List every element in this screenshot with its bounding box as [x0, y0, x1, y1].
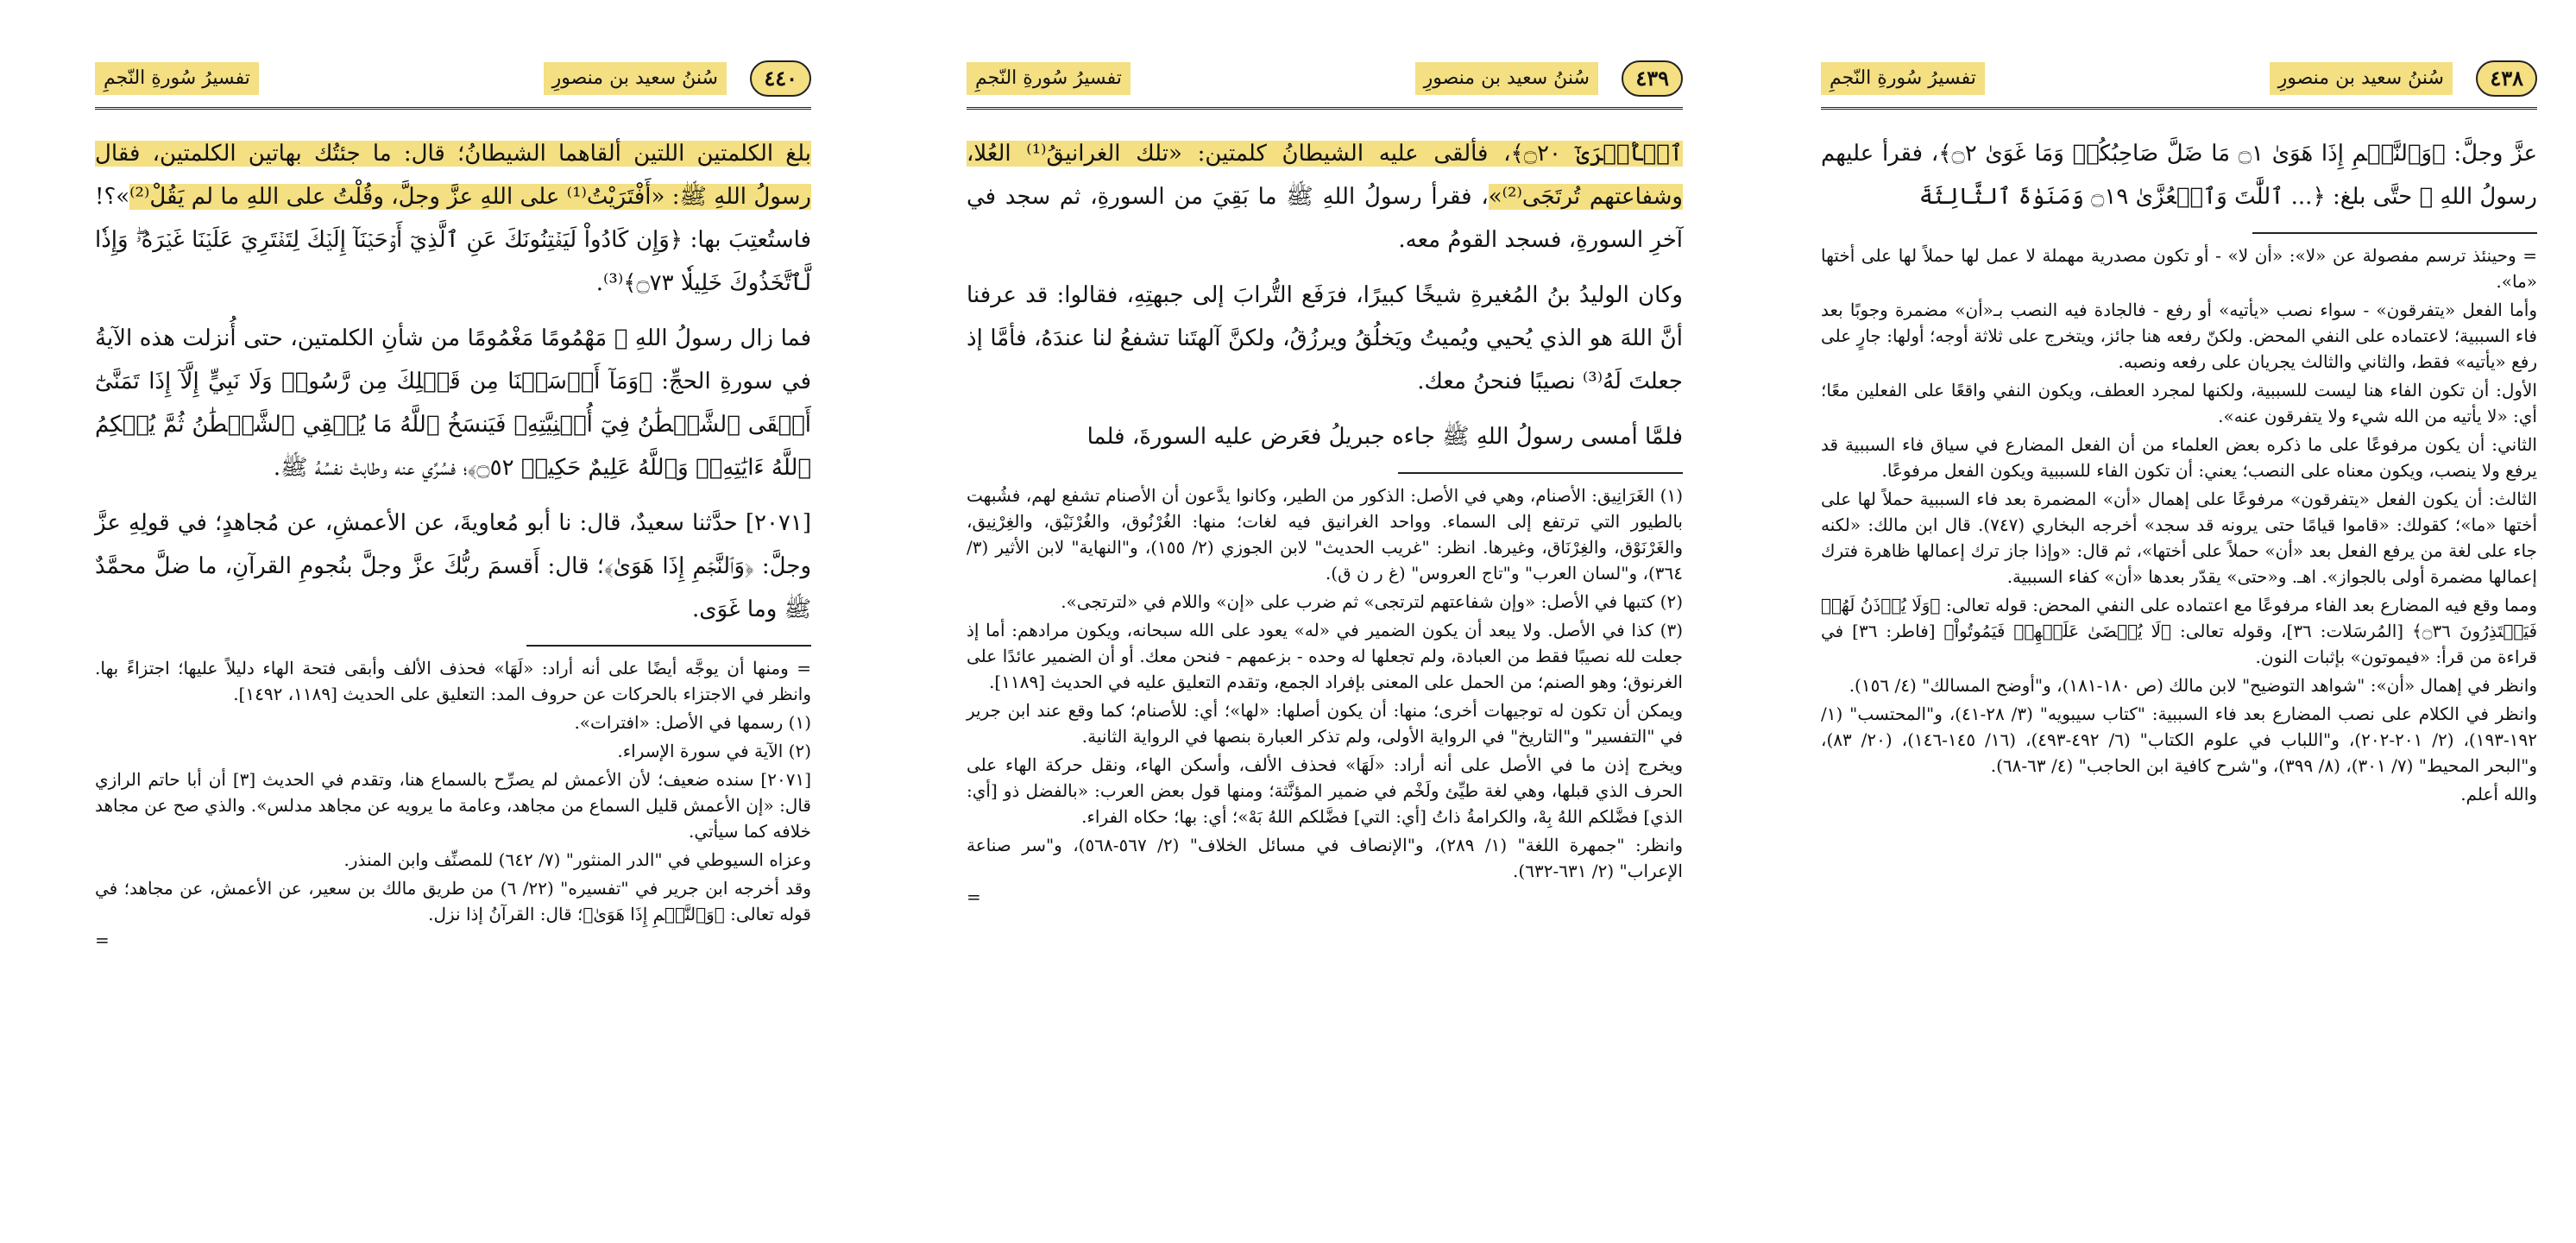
book-title: سُننُ سعيد بن منصورِ	[544, 62, 727, 95]
page-438	[1821, 54, 2537, 1193]
page-number: ٤٣٩	[1622, 60, 1683, 97]
footnote: (١) رسمها في الأصل: «افترات».	[574, 712, 811, 733]
main-text-run: »؟! فاستُعتِبَ بها: ﴿وَإِن كَادُواْ لَيَفۡتِنُونَكَ عَنِ ٱلَّذِيٓ أَوۡحَيۡنَآ إِلَيۡكَ لِتَفۡتَرِيَ عَلَيۡنَا غَيۡرَهُۥۖ وَإِذٗا لَّٱتَّخَذُوكَ خَلِيلٗا ۝٧٣﴾⁽³⁾.	[95, 184, 811, 296]
main-paragraph: [٢٠٧١] حدَّثنا سعيدٌ، قال: نا أبو مُعاويةَ، عن الأعمشِ، عن مُجاهدٍ؛ في قولِهِ عزَّ وجلَّ: ﴿وَٱلنَّجۡمِ إِذَا هَوَىٰ﴾؛ قال: أَقسمَ ربُّكَ عزَّ وجلَّ بنُجومِ القرآنِ، ما ضلَّ محمَّدٌ ﷺ وما غَوَى.	[95, 510, 811, 622]
main-paragraph: فلمَّا أمسى رسولُ اللهِ ﷺ جاءه جبريلُ فعَرض عليه السورةَ، فلما	[1086, 424, 1683, 450]
section-title: تفسيرُ سُورةِ النّجمِ	[1821, 62, 1985, 95]
continuation-mark: =	[967, 887, 981, 907]
footnote: = وحينئذ ترسم مفصولة عن «لا»: «أن لا» - أو تكون مصدرية مهملة لا عمل لها حملاً لها على أختها «ما».	[1821, 245, 2537, 292]
page-header	[95, 54, 811, 110]
section-title: تفسيرُ سُورةِ النّجمِ	[95, 62, 259, 95]
footnote: ويخرج إذن ما في الأصل على أنه أراد: «لَهَا» فحذف الألف، وأسكن الهاء، ونقل حركة الهاء على الحرف الذي قبلها، وهي لغة طيِّئ ولَخْم في ضمير المؤنَّثة؛ ومنها قول بعض العرب: «بالفضل ذو [أي: الذي] فضَّلكم اللهُ بِهْ، والكرامةُ ذاتُ [أي: التي] فضَّلكم اللهُ بَهْ»؛ أي: بها؛ حكاه الفراء.	[967, 754, 1683, 827]
footnotes	[95, 655, 811, 950]
page-440	[95, 54, 811, 1193]
footnote: الأول: أن تكون الفاء هنا ليست للسببية، ولكنها لمجرد العطف، ويكون النفي واقعًا على الفعلين معًا؛ أي: «لا يأتيه من الله شيء ولا يتفرقون عنه».	[1821, 380, 2537, 426]
footnote: = ومنها أن يوجَّه أيضًا على أنه أراد: «لَهَا» فحذف الألف وأبقى فتحة الهاء دليلاً عليها؛ اجتزاءً بها. وانظر في الاجتزاء بالحركات عن حروف المد: التعليق على الحديث [١١٨٩، ١٤٩٢].	[95, 658, 811, 704]
footnotes	[967, 483, 1683, 907]
footnote: وأما الفعل «يتفرقون» - سواء نصب «يأتيه» أو رفع - فالجادة فيه النصب بـ«أن» مضمرة وجوبًا بعد فاء السببية؛ لاعتماده على النفي المحض. ولكنّ رفعه هنا جائز، ويتخرج على ثلاثة أوجه؛ أولها: جارٍ على رفع «يأتيه» فقط، والثاني والثالث يجريان على رفعه ونصبه.	[1821, 300, 2537, 372]
book-title: سُننُ سعيد بن منصورِ	[1415, 62, 1598, 95]
main-paragraph	[95, 132, 811, 305]
main-paragraph: فما زال رسولُ اللهِ ﷺ مَهْمُومًا مَغْمُومًا من شأنِ الكلمتين، حتى أُنزلت هذه الآيةُ في سورةِ الحجِّ: ﴿وَمَآ أَرۡسَلۡنَا مِن قَبۡلِكَ مِن رَّسُولٖ وَلَا نَبِيٍّ إِلَّآ إِذَا تَمَنَّىٰٓ أَلۡقَى ٱلشَّيۡطَٰنُ فِيٓ أُمۡنِيَّتِهِۦ فَيَنسَخُ ٱللَّهُ مَا يُلۡقِي ٱلشَّيۡطَٰنُ ثُمَّ يُحۡكِمُ ٱللَّهُ ءَايَٰتِهِۦۗ وَٱللَّهُ عَلِيمٌ حَكِيمٞ ۝٥٢﴾؛ فسُرِّي عنه وطابتْ نفسُهُ ﷺ.	[95, 325, 811, 481]
footnote: وانظر: "جمهرة اللغة" (١/ ٢٨٩)، و"الإنصاف في مسائل الخلاف" (٢/ ٥٦٧-٥٦٨)، و"سر صناعة الإعراب" (٢/ ٦٣١-٦٣٢).	[967, 835, 1683, 881]
footnote: ويمكن أن تكون له توجيهات أخرى؛ منها: أن يكون أصلها: «لها»؛ أي: للأصنام؛ كما وقع عند ابن جرير في "التفسير" و"التاريخ" في الرواية الأولى، ولم تذكر العبارة بنصها في الرواية الثانية.	[967, 700, 1683, 747]
footnote: الثاني: أن يكون مرفوعًا على ما ذكره بعض العلماء من أن الفعل المضارع في سياق فاء السببية قد يرفع ولا ينصب، ويكون معناه على النصب؛ يعني: أن تكون الفاء للسببية ويكون الفعل مرفوعًا.	[1821, 434, 2537, 481]
main-text	[1821, 132, 2537, 218]
footnote: [٢٠٧١] سنده ضعيف؛ لأن الأعمش لم يصرِّح بالسماع هنا، وتقدم في الحديث [٣] أن أبا حاتم الرازي قال: «إن الأعمش قليل السماع من مجاهد، وعامة ما يرويه عن مجاهد مدلس». والذي صح عن مجاهد خلافه كما سيأتي.	[95, 769, 811, 842]
footnote: وقد أخرجه ابن جرير في "تفسيره" (٢٢/ ٦) من طريق مالك بن سعير، عن الأعمش، عن مجاهد؛ في قوله تعالى: ﴿وَٱلنَّجۡمِ إِذَا هَوَىٰ﴾؛ قال: القرآنُ إذا نزل.	[95, 878, 811, 924]
footnote: والله أعلم.	[2460, 784, 2537, 804]
footnote: (٣) كذا في الأصل. ولا يبعد أن يكون الضمير في «له» يعود على الله سبحانه، ويكون مرادهم: أما إذ جعلت لله نصيبًا فقط من العبادة، ولم تجعلها له وحده - بزعمهم - فنحن معك. أو أن الضمير عائدًا على الغرنوق؛ وهو الصنم؛ من الحمل على المعنى بإفراد الجمع، وتقدم التعليق عليه في الحديث [١١٨٩].	[967, 620, 1683, 692]
footnote-separator	[2252, 232, 2537, 234]
highlighted-text: بلغ الكلمتين اللتين ألقاهما الشيطانُ؛ قال: ما جئتُك بهاتين الكلمتين، فقال رسولُ اللهِ ﷺ: «أَفْتَرَيْتُ⁽¹⁾ على اللهِ عزَّ وجلَّ، وقُلْتُ على اللهِ ما لم يَقُلْ⁽²⁾	[95, 141, 811, 210]
main-text	[967, 132, 1683, 458]
footnote: وعزاه السيوطي في "الدر المنثور" (٧/ ٦٤٢) للمصنِّف وابن المنذر.	[343, 849, 811, 870]
footnote: وانظر في الكلام على نصب المضارع بعد فاء السببية: "كتاب سيبويه" (٣/ ٢٨-٤١)، و"المحتسب" (١/ ١٩٢-١٩٣)، (٢/ ٢٠١-٢٠٢)، و"اللباب في علوم الكتاب" (٦/ ٤٩٢-٤٩٣)، (١٦/ ١٤٥-١٤٦)، (٢٠/ ٨٣)، و"البحر المحيط" (٧/ ٣٠١)، (٨/ ٣٩٩)، و"شرح كافية ابن الحاجب" (٤/ ٦٣-٦٨).	[1821, 704, 2537, 776]
footnote-separator	[526, 645, 811, 647]
page-number: ٤٣٨	[2476, 60, 2537, 97]
footnote: (٢) كتبها في الأصل: «وإن شفاعتهم لترتجى» ثم ضرب على «إن» واللام في «لترتجى».	[1061, 591, 1683, 612]
main-paragraph	[967, 132, 1683, 262]
main-text	[95, 132, 811, 631]
main-paragraph: وكان الوليدُ بنُ المُغيرةِ شيخًا كبيرًا، فرَفَع التُّرابَ إلى جبهتِهِ، فقالوا: قد عرفنا أنَّ اللهَ هو الذي يُحيي ويُميتُ ويَخلُقُ ويرزُقُ، ولكنَّ آلهتَنا تشفعُ لنا عندَهُ، فأمَّا إذ جعلتَ لَهُ⁽³⁾ نصيبًا فنحنُ معك.	[967, 282, 1683, 394]
footnote: (١) الغَرَانِيق: الأصنام، وهي في الأصل: الذكور من الطير، وكانوا يدَّعون أن الأصنام تشفع لهم، فشُبهت بالطيور التي ترتفع إلى السماء. وواحد الغرانيق فيه لغات؛ منها: الغُرْنُوق، والغُرْنَيْق، والغِرْنِيق، والغَرْنَوْق، والغِرْنَاق، وغيرها. انظر: "غريب الحديث" لابن الجوزي (٢/ ١٥٥)، و"النهاية" لابن الأثير (٣/ ٣٦٤)، و"لسان العرب" و"تاج العروس" (غ ر ن ق).	[967, 485, 1683, 584]
footnote-separator	[1398, 472, 1683, 474]
book-title: سُننُ سعيد بن منصورِ	[2270, 62, 2453, 95]
page-439	[967, 54, 1683, 1193]
page-header	[967, 54, 1683, 110]
page-header	[1821, 54, 2537, 110]
main-paragraph: عزَّ وجلَّ: ﴿وَٱلنَّجۡمِ إِذَا هَوَىٰ ۝١ مَا ضَلَّ صَاحِبُكُمۡ وَمَا غَوَىٰ ۝٢﴾، فقرأ عليهم رسولُ اللهِ ﷺ حتَّى بلغ: ﴿... ٱللَّٰتَ وَٱلۡعُزَّىٰ ۝١٩ وَمَنَوٰةَ ٱلثَّالِثَةَ	[1821, 141, 2538, 210]
footnote: الثالث: أن يكون الفعل «يتفرقون» مرفوعًا على إهمال «أن» المضمرة بعد فاء السببية حملاً لها على أختها «ما»؛ كقولك: «قاموا قيامًا حتى يرونه قد سجد» أخرجه البخاري (٧٤٧). قال ابن مالك: «لكنه جاء على لغة من يرفع الفعل بعد «أن» حملاً على أختها»، ثم قال: «وإذا جاز ترك إعمالها ظاهرة فترك إعمالها مضمرة أولى بالجواز». اهـ. و«حتى» يقدّر بعدها «أن» كفاء السببية.	[1821, 489, 2538, 587]
continuation-mark: =	[95, 930, 110, 950]
footnote: وانظر في إهمال «أن»: "شواهد التوضيح" لابن مالك (ص ١٨٠-١٨١)، و"أوضح المسالك" (٤/ ١٥٦).	[1849, 675, 2537, 696]
page-number: ٤٤٠	[750, 60, 811, 97]
main-text-run: ، فقرأ رسولُ اللهِ ﷺ ما بَقِيَ من السورةِ، ثم سجد في آخرِ السورةِ، فسجد القومُ معه.	[967, 184, 1683, 253]
section-title: تفسيرُ سُورةِ النّجمِ	[967, 62, 1131, 95]
footnote: ومما وقع فيه المضارع بعد الفاء مرفوعًا مع اعتماده على النفي المحض: قوله تعالى: ﴿وَلَا يُؤۡذَنُ لَهُمۡ فَيَعۡتَذِرُونَ ۝٣٦﴾ [المُرسَلات: ٣٦]، وقوله تعالى: ﴿لَا يُقۡضَىٰ عَلَيۡهِمۡ فَيَمُوتُواْ﴾ [فاطر: ٣٦] في قراءة من قرأ: «فيموتون» بإثبات النون.	[1821, 595, 2538, 667]
footnote: (٢) الآية في سورة الإسراء.	[617, 741, 811, 761]
footnotes	[1821, 243, 2537, 807]
highlighted-text: ٱلۡأُخۡرَىٰٓ ۝٢٠﴾، فألقى عليه الشيطانُ كلمتين: «تلك الغرانيقُ⁽¹⁾ العُلا، وشفاعتهم تُرتَجَى⁽²⁾»	[967, 141, 1683, 210]
